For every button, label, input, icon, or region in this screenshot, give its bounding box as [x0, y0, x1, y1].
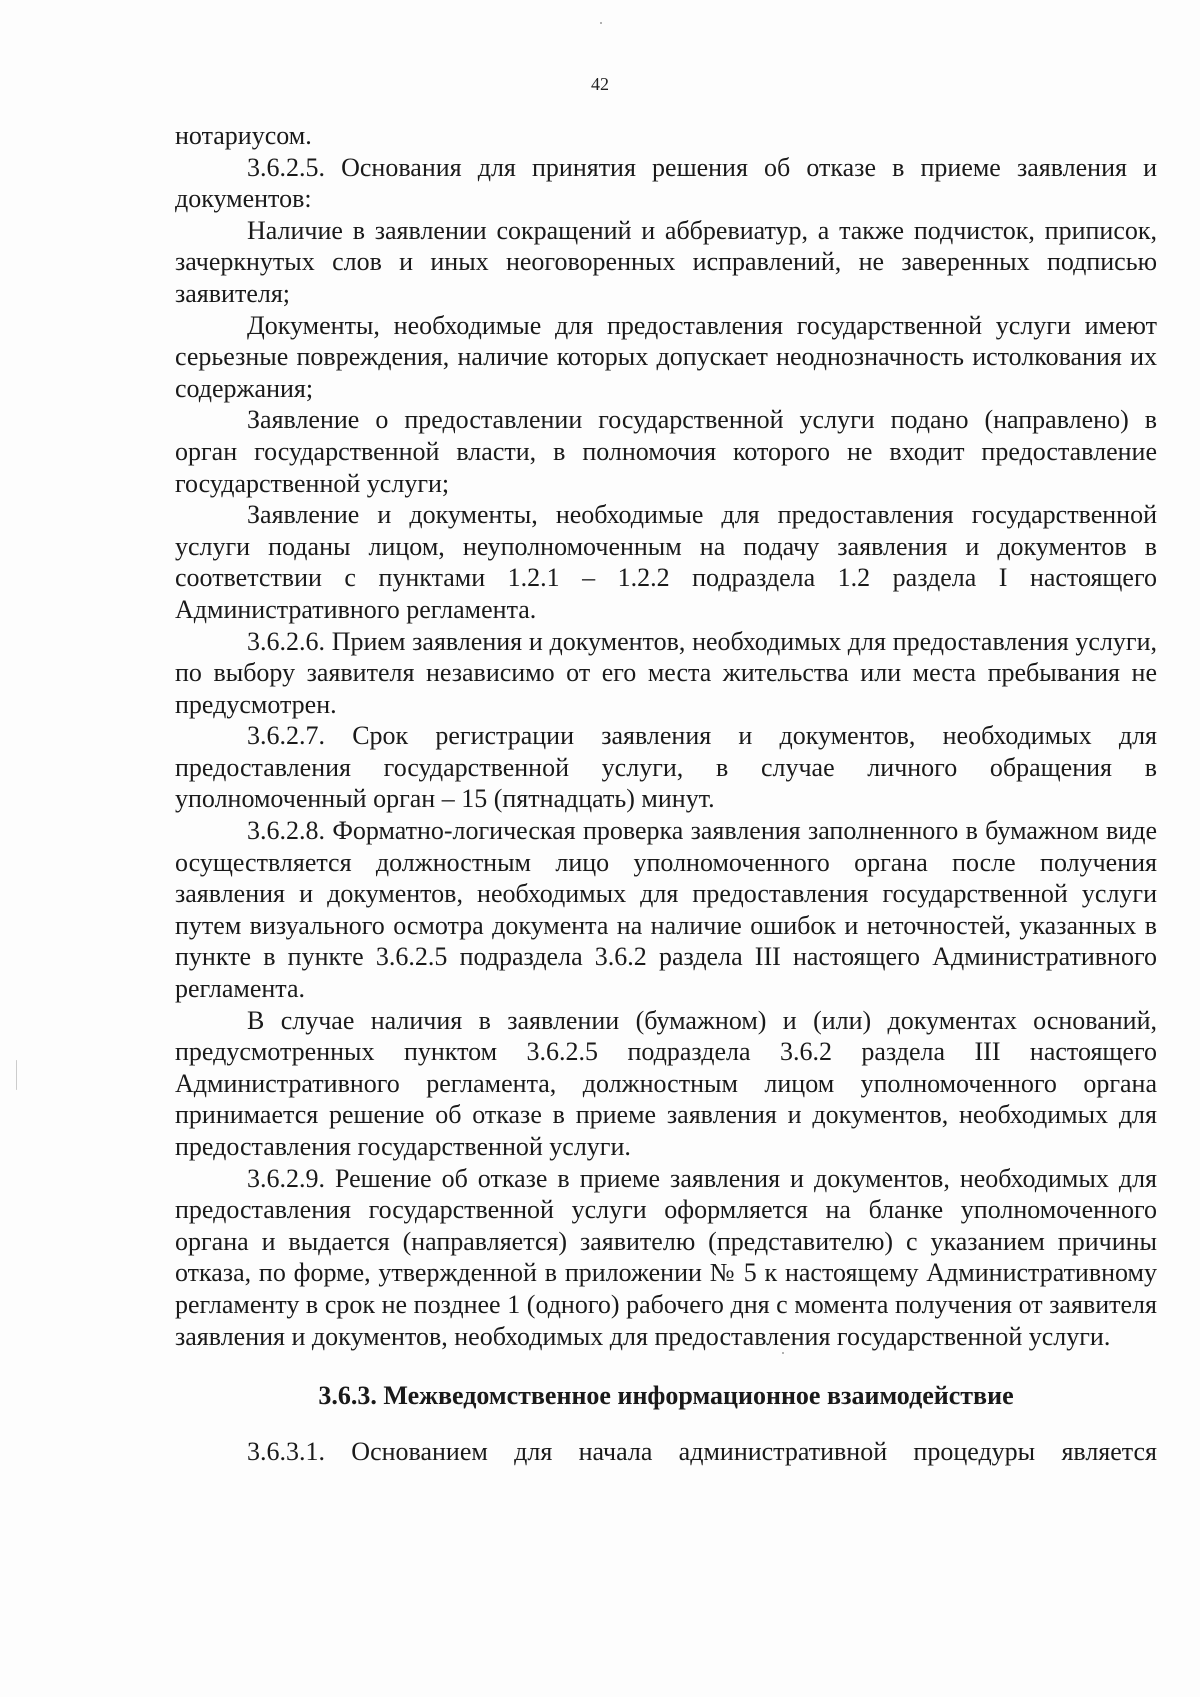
- scan-speck: [782, 1352, 784, 1354]
- page-number: 42: [591, 74, 609, 94]
- scan-speck: [600, 22, 602, 24]
- paragraph-3-6-2-6: 3.6.2.6. Прием заявления и документов, необходимых для предоставления услуги, по выбору заявителя независимо от его места жительства или места пребывания не предусмотрен.: [175, 626, 1157, 719]
- paragraph-continuation: нотариусом.: [175, 121, 312, 150]
- paragraph-3-6-3-1: 3.6.3.1. Основанием для начала административной процедуры является: [247, 1437, 1157, 1467]
- document-body: [175, 120, 1157, 1468]
- paragraph-wrong-authority: Заявление о предоставлении государственной услуги подано (направлено) в орган государственной власти, в полномочия которого не входит предоставление государственной услуги;: [175, 405, 1157, 498]
- paragraph-3-6-2-7: 3.6.2.7. Срок регистрации заявления и документов, необходимых для предоставления государственной услуги, в случае личного обращения в уполномоченный орган – 15 (пятнадцать) минут.: [175, 721, 1157, 814]
- paragraph-damaged-documents: Документы, необходимые для предоставления государственной услуги имеют серьезные повреждения, наличие которых допускает неоднозначность истолкования их содержания;: [175, 310, 1157, 403]
- scan-edge-mark: [16, 1060, 17, 1090]
- paragraph-3-6-2-8: 3.6.2.8. Форматно-логическая проверка заявления заполненного в бумажном виде осуществляется должностным лицо уполномоченного органа после получения заявления и документов, необходимых для предоставления государственной услуги путем визуального осмотра документа на наличие ошибок и неточностей, указанных в пункте в пункте 3.6.2.5 подраздела 3.6.2 раздела III настоящего Административного регламента.: [175, 816, 1157, 1004]
- paragraph-grounds-refusal: В случае наличия в заявлении (бумажном) и (или) документах оснований, предусмотренных пунктом 3.6.2.5 подраздела 3.6.2 раздела III настоящего Административного регламента, должностным лицом уполномоченного органа принимается решение об отказе в приеме заявления и документов, необходимых для предоставления государственной услуги.: [175, 1005, 1157, 1161]
- paragraph-3-6-2-5: 3.6.2.5. Основания для принятия решения об отказе в приеме заявления и документов:: [175, 152, 1157, 214]
- paragraph-unauthorized-person: Заявление и документы, необходимые для предоставления государственной услуги поданы лицом, неуполномоченным на подачу заявления и документов в соответствии с пунктами 1.2.1 – 1.2.2 подраздела 1.2 раздела I настоящего Административного регламента.: [175, 500, 1157, 624]
- section-heading: 3.6.3. Межведомственное информационное взаимодействие: [318, 1381, 1014, 1411]
- paragraph-3-6-2-9: 3.6.2.9. Решение об отказе в приеме заявления и документов, необходимых для предоставления государственной услуги оформляется на бланке уполномоченного органа и выдается (направляется) заявителю (представителю) с указанием причины отказа, по форме, утвержденной в приложении № 5 к настоящему Административному регламенту в срок не позднее 1 (одного) рабочего дня с момента получения от заявителя заявления и документов, необходимых для предоставления государственной услуги.: [175, 1163, 1157, 1351]
- paragraph-abbreviations: Наличие в заявлении сокращений и аббревиатур, а также подчисток, приписок, зачеркнутых слов и иных неоговоренных исправлений, не заверенных подписью заявителя;: [175, 215, 1157, 308]
